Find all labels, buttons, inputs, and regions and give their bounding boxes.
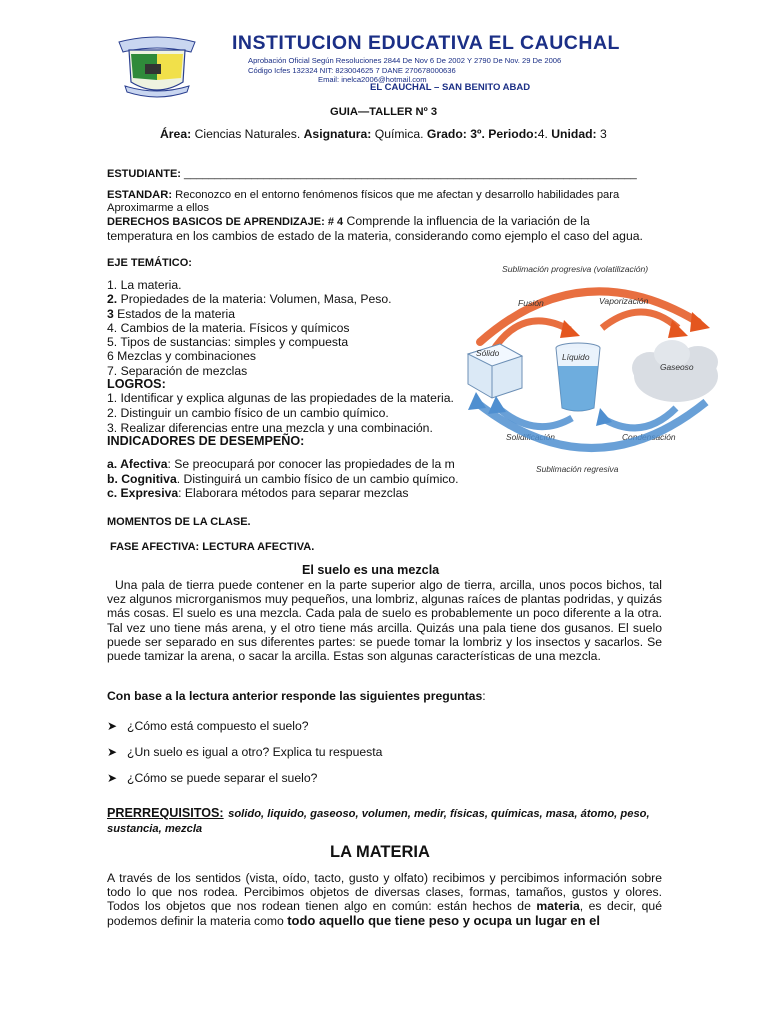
institution-name: INSTITUCION EDUCATIVA EL CAUCHAL — [232, 32, 620, 54]
eje-item: 5. Tipos de sustancias: simples y compuesta — [107, 335, 349, 350]
institution-details — [248, 56, 668, 85]
moments-label: MOMENTOS DE LA CLASE. — [107, 516, 251, 528]
arrow-bullet-icon: ➤ — [107, 719, 118, 733]
standard-label: ESTANDAR: — [107, 189, 173, 201]
logros-list — [107, 391, 467, 436]
arrow-bullet-icon: ➤ — [107, 771, 118, 785]
sublimacion-progresiva-label: Sublimación progresiva (volatilización) — [502, 264, 649, 274]
institution-place: EL CAUCHAL – SAN BENITO ABAD — [370, 82, 531, 93]
solido-label: Sólido — [476, 348, 500, 358]
vaporizacion-label: Vaporización — [599, 296, 649, 306]
school-logo — [115, 32, 199, 100]
materia-text: A través de los sentidos (vista, oído, tacto, gusto y olfato) recibimos y percibimos información sobre todo lo que nos rodea. Percibimos objetos de diversas clases, formas, tamaños, gustos y olores. Todos los objetos que nos rodean tienen algo en común: están hechos de materia, es decir, qué podemos definir la materia como todo aquello que tiene peso y ocupa un lugar en el — [107, 871, 662, 928]
sublimacion-regresiva-label: Sublimación regresiva — [536, 464, 619, 474]
states-of-matter-diagram — [462, 258, 722, 480]
guide-meta — [160, 127, 607, 141]
dba-label: DERECHOS BASICOS DE APRENDIZAJE: # 4 — [107, 216, 344, 228]
standard-text: Reconozco en el entorno fenómenos físicos que me afectan y desarrollo habilidades para Aproximarme a ellos — [107, 189, 620, 214]
liquido-label: Líquido — [562, 352, 590, 362]
subject-value: Química. — [374, 127, 424, 141]
grade-label: Grado: — [426, 127, 467, 141]
fusion-label: Fusión — [518, 298, 544, 308]
solidificacion-label: Solidificación — [506, 432, 555, 442]
reading-title: El suelo es una mezcla — [302, 563, 440, 577]
unit-label: Unidad: — [551, 127, 597, 141]
questions-list — [107, 719, 382, 797]
guide-title: GUIA—TALLER Nº 3 — [330, 106, 438, 118]
gaseoso-label: Gaseoso — [660, 362, 694, 372]
materia-bold-word: materia — [536, 899, 580, 914]
indicador-item: a. Afectiva: Se preocupará por conocer las propiedades de la m — [107, 457, 455, 471]
standard-block — [107, 189, 655, 215]
area-value: Ciencias Naturales. — [194, 127, 301, 141]
eje-item: 1. La materia. — [107, 278, 182, 292]
materia-definition: todo aquello que tiene peso y ocupa un lugar en el — [287, 912, 600, 928]
questions-colon: : — [482, 689, 486, 703]
eje-list — [107, 278, 467, 378]
condensacion-label: Condensación — [622, 432, 676, 442]
indicador-item: b. Cognitiva. Distinguirá un cambio físico de un cambio químico. — [107, 471, 459, 486]
reading-text: Una pala de tierra puede contener en la parte superior algo de tierra, arcilla, unos pocos bichos, tal vez algunos microrganismos muy pequeños, una lombriz, algunas raíces de plantas podridas, y quizás más cosas. El suelo es una mezcla. Cada pala de suelo es probablemente un poco diferente a la otra. Tal vez uno tiene más arena, y el otro tiene más arcilla. Quizás una pala tiene dos gusanos. El suelo puede ser separado en sus diferentes partes: se puede tomar la lombriz y los insectos y sacarlos. Se puede tamizar la arena, o sacar la arcilla. Estas son algunas características de una mezcla. — [107, 578, 662, 664]
institution-approval-line: Aprobación Oficial Según Resoluciones 2844 De Nov 6 De 2002 Y 2790 De Nov. 29 De 2006 — [248, 56, 562, 65]
indicador-item: c. Expresiva: Elaborara métodos para separar mezclas — [107, 486, 409, 500]
dba-block — [107, 214, 655, 243]
prereq-label: PRERREQUISITOS: — [107, 806, 224, 820]
eje-label: EJE TEMÁTICO: — [107, 257, 192, 269]
logro-item: 1. Identificar y explica algunas de las propiedades de la materia. — [107, 391, 454, 405]
student-label: ESTUDIANTE: — [107, 168, 181, 180]
grade-value: 3º. — [470, 127, 485, 141]
institution-codes-line: Código Icfes 132324 NIT: 823004625 7 DANE 270678000636 — [248, 65, 456, 75]
period-label: Periodo: — [488, 127, 538, 141]
logros-label: LOGROS: — [107, 377, 166, 391]
eje-item: 7. Separación de mezclas — [107, 363, 248, 378]
eje-item: 6 Mezclas y combinaciones — [107, 349, 257, 364]
subject-label: Asignatura: — [303, 127, 372, 141]
logro-item: 3. Realizar diferencias entre una mezcla y una combinación. — [107, 421, 433, 435]
area-label: Área: — [160, 127, 192, 141]
indicadores-list — [107, 457, 467, 501]
logro-item: 2. Distinguir un cambio físico de un cambio químico. — [107, 406, 389, 420]
questions-heading — [107, 689, 486, 703]
question-item: ➤ ¿Cómo se puede separar el suelo? — [107, 771, 318, 785]
eje-item: 2. Propiedades de la materia: Volumen, Masa, Peso. — [107, 292, 392, 307]
unit-value: 3 — [600, 127, 607, 141]
question-item: ➤ ¿Cómo está compuesto el suelo? — [107, 719, 309, 733]
eje-item: 3 Estados de la materia — [107, 306, 236, 321]
questions-label: Con base a la lectura anterior responde las siguientes preguntas — [107, 689, 483, 703]
arrow-bullet-icon: ➤ — [107, 745, 118, 759]
prereq-block — [107, 806, 662, 836]
institution-email-line: Email: inelca2006@hotmail.com — [318, 75, 427, 85]
dba-text: Comprende la influencia de la variación de la temperatura en los cambios de estado de la materia, considerando como ejemplo el caso del agua. — [107, 214, 643, 243]
materia-title: LA MATERIA — [330, 843, 430, 861]
prereq-text: solido, liquido, gaseoso, volumen, medir, físicas, químicas, masa, átomo, peso, sustancia, mezcla — [107, 808, 650, 835]
period-value: 4. — [537, 127, 548, 141]
question-item: ➤ ¿Un suelo es igual a otro? Explica tu respuesta — [107, 745, 383, 759]
student-blank: __________________________________________________________________________ — [184, 168, 637, 180]
eje-item: 4. Cambios de la materia. Físicos y químicos — [107, 320, 350, 335]
student-line — [107, 168, 637, 180]
phase-label: FASE AFECTIVA: LECTURA AFECTIVA. — [110, 541, 315, 553]
indicadores-label: INDICADORES DE DESEMPEÑO: — [107, 434, 305, 448]
